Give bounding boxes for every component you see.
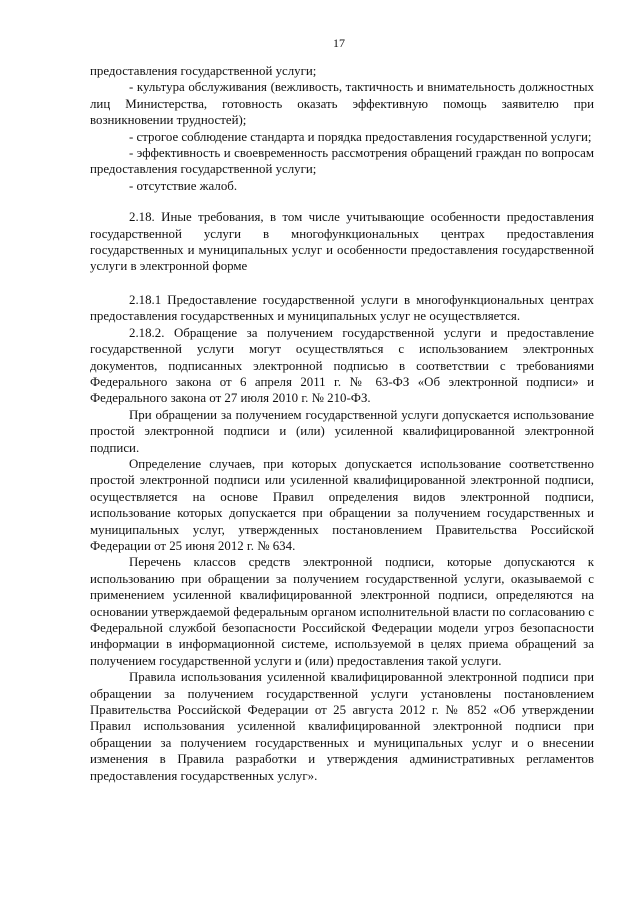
paragraph-2-18-1: 2.18.1 Предоставление государственной услуги в многофункциональных центрах предоставления государственных и муниципальных услуг не осуществляется. (90, 292, 594, 324)
page-number: 17 (333, 36, 345, 50)
document-page (90, 36, 594, 784)
bullet-service-culture: - культура обслуживания (вежливость, тактичность и внимательность должностных лиц Министерства, готовность оказать эффективную помощь заявителю при возникновении трудностей); (90, 80, 594, 128)
section-heading-2-18: 2.18. Иные требования, в том числе учитывающие особенности предоставления государственной услуги в многофункциональных центрах предоставления государственных и муниципальных услуг и особенности предоставления государственной услуги в электронной форме (90, 210, 594, 274)
paragraph-signature-classes: Перечень классов средств электронной подписи, которые допускаются к использованию при обращении за получением государственной услуги, оказываемой с применением усиленной квалифицированной электронной подписи, определяются на основании утверждаемой федеральным органом исполнительной власти по согласованию с Федеральной службой безопасности Российской Федерации модели угроз безопасности информации в информационной системе, используемой в целях приема обращений за получением государственной услуги и (или) предоставления такой услуги. (90, 555, 594, 668)
paragraph-signature-cases: Определение случаев, при которых допускается использование соответственно простой электронной подписи или усиленной квалифицированной электронной подписи, осуществляется на основе Правил определения видов электронной подписи, использование которых допускается при обращении за получением государственных и муниципальных услуг, утвержденных постановлением Правительства Российской Федерации от 25 июня 2012 г. № 634. (90, 456, 594, 553)
paragraph-2-18-2: 2.18.2. Обращение за получением государственной услуги и предоставление государственной услуги могут осуществляться с использованием электронных документов, подписанных электронной подписью в соответствии с требованиями Федерального закона от 6 апреля 2011 г. № 63-ФЗ «Об электронной подписи» и Федерального закона от 27 июля 2010 г. № 210-ФЗ. (90, 325, 594, 406)
bullet-no-complaints: - отсутствие жалоб. (129, 178, 238, 193)
bullet-standard-compliance: - строгое соблюдение стандарта и порядка предоставления государственной услуги; (129, 129, 592, 144)
bullet-efficiency: - эффективность и своевременность рассмотрения обращений граждан по вопросам предоставления государственной услуги; (90, 146, 594, 177)
intro-continuation-line: предоставления государственной услуги; (90, 64, 317, 78)
paragraph-signature-rules: Правила использования усиленной квалифицированной электронной подписи при обращении за получением государственной услуги установлены постановлением Правительства Российской Федерации от 25 августа 2012 г. № 852 «Об утверждении Правил использования усиленной квалифицированной электронной подписи при обращении за получением государственных и муниципальных услуг и о внесении изменения в Правила разработки и утверждения административных регламентов предоставления государственных услуг». (90, 670, 594, 783)
paragraph-simple-signature: При обращении за получением государственной услуги допускается использование простой электронной подписи и (или) усиленной квалифицированной электронной подписи. (90, 407, 594, 455)
